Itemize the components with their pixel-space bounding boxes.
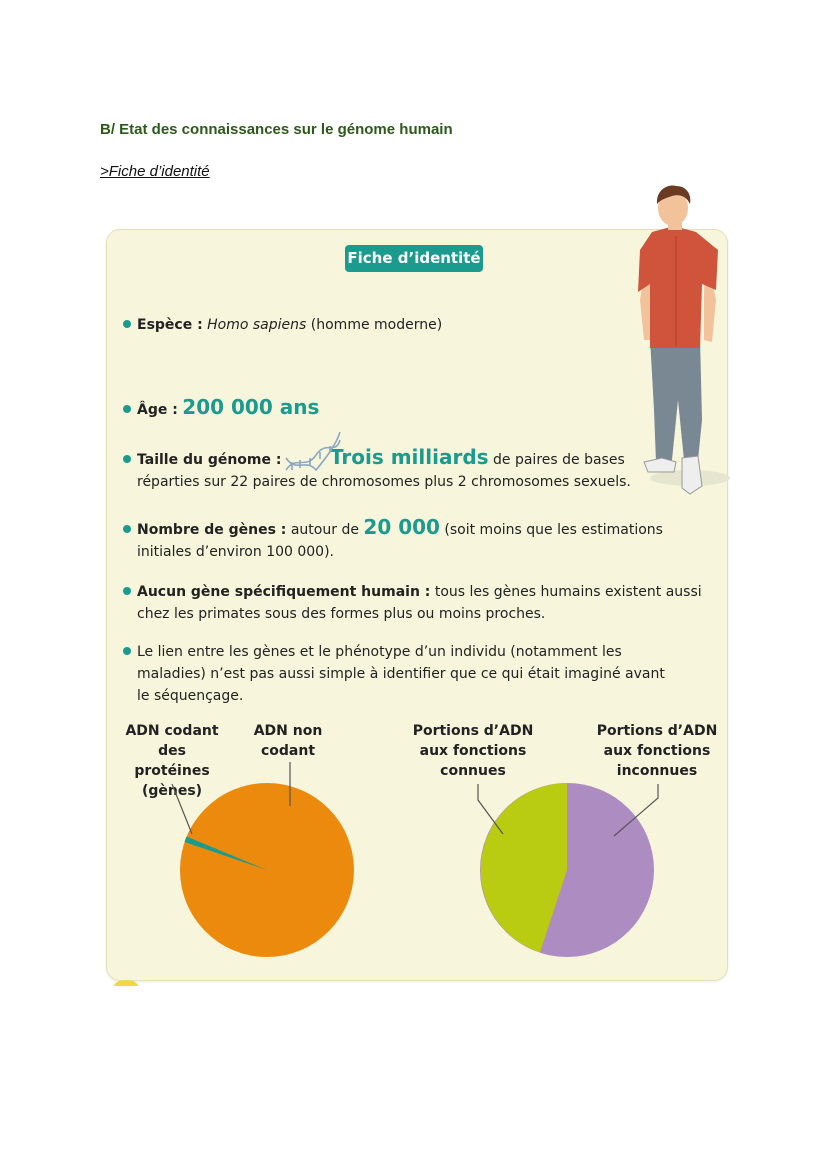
lien-line1: Le lien entre les gènes et le phénotype d’un individu (notamment les <box>137 644 622 660</box>
section-heading: B/ Etat des connaissances sur le génome humain <box>100 121 453 138</box>
espece-label: Espèce : <box>137 317 203 333</box>
aucun-rest1: tous les gènes humains existent aussi <box>430 584 702 600</box>
label-adn-codant: ADN codant des protéines (gènes) <box>125 723 219 799</box>
genes-value: 20 000 <box>363 515 440 539</box>
dna-helix-icon <box>286 432 340 470</box>
aucun-rest2: chez les primates sous des formes plus ou moins proches. <box>137 606 546 622</box>
genes-label: Nombre de gènes : <box>137 522 287 538</box>
genes-pre: autour de <box>286 522 364 538</box>
genes-rest1: (soit moins que les estimations <box>439 522 663 538</box>
lien-line3: le séquençage. <box>137 688 244 704</box>
card-badge: Fiche d’identité <box>345 245 483 272</box>
taille-label: Taille du génome : <box>137 452 282 468</box>
lien-line2: maladies) n’est pas aussi simple à identifier que ce qui était imaginé avant <box>137 666 665 682</box>
age-label: Âge : <box>137 402 178 418</box>
label-fonctions-connues: Portions d’ADN aux fonctions connues <box>412 723 534 779</box>
espece-rest: (homme moderne) <box>306 317 443 333</box>
espece-value: Homo sapiens <box>207 317 307 333</box>
age-value: 200 000 ans <box>182 395 320 419</box>
taille-rest1: de paires de bases <box>488 452 625 468</box>
subsection-heading: >Fiche d’identité <box>100 163 210 180</box>
taille-rest2: réparties sur 22 paires de chromosomes plus 2 chromosomes sexuels. <box>137 474 631 490</box>
genes-rest2: initiales d’environ 100 000). <box>137 544 334 560</box>
man-figure-icon <box>638 186 730 494</box>
label-fonctions-inconnues: Portions d’ADN aux fonctions inconnues <box>596 723 718 779</box>
pie-chart-fonctions <box>478 783 658 957</box>
aucun-label: Aucun gène spécifiquement humain : <box>137 584 431 600</box>
taille-value: Trois milliards <box>329 445 489 469</box>
pie-chart-adn <box>172 762 354 957</box>
label-adn-non-codant: ADN non codant <box>253 723 323 759</box>
corner-mark-icon <box>114 980 138 986</box>
